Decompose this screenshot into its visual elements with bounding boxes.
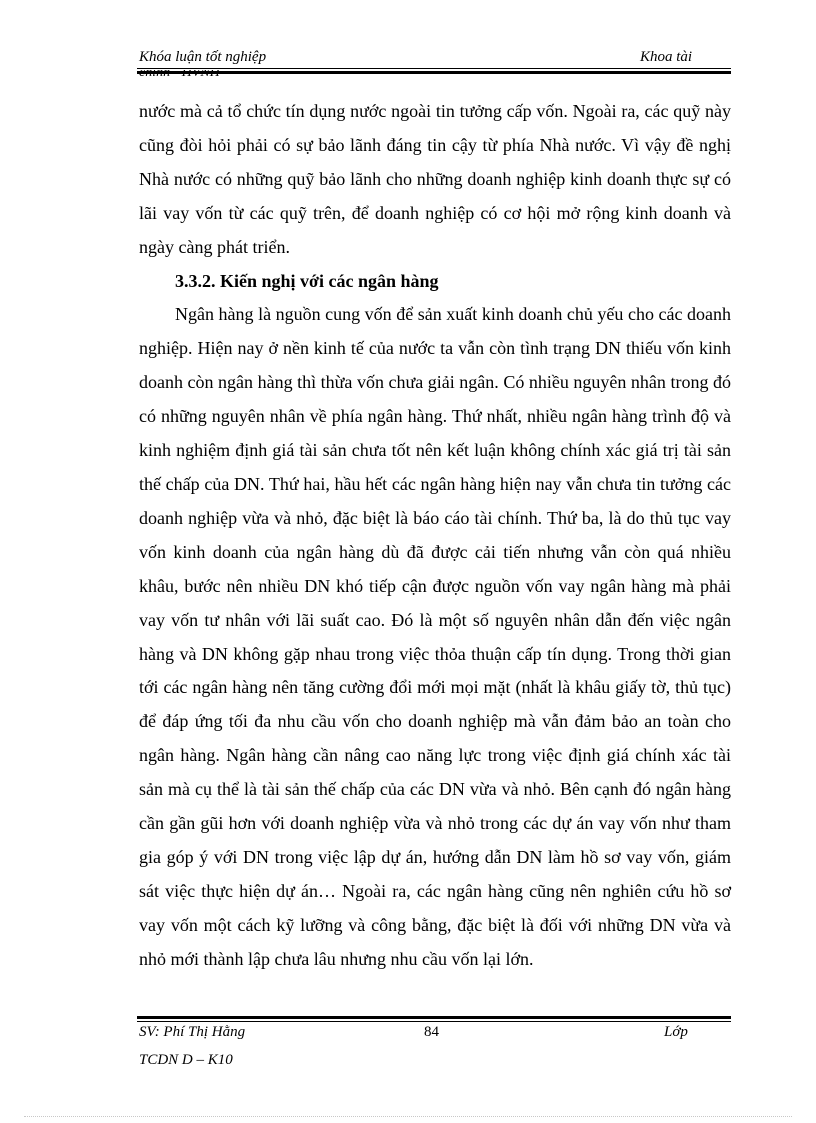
section-heading: 3.3.2. Kiến nghị với các ngân hàng [175, 270, 439, 291]
footer-student-name: SV: Phí Thị Hằng [139, 1024, 246, 1040]
header-thesis-label: Khóa luận tốt nghiệp [139, 49, 267, 65]
footer-rule-thick [137, 1016, 731, 1019]
page-number: 84 [424, 1024, 439, 1040]
footer-class-label: Lớp [664, 1024, 688, 1040]
paragraph-continuation: nước mà cả tổ chức tín dụng nước ngoài tin tưởng cấp vốn. Ngoài ra, các quỹ này cũng đòi hỏi phải có sự bảo lãnh đáng tin cậy từ phía Nhà nước. Vì vậy đề nghị Nhà nước có những quỹ bảo lãnh cho những doanh nghiệp kinh doanh thực sự có lãi vay vốn từ các quỹ trên, để doanh nghiệp có cơ hội mở rộng kinh doanh và ngày càng phát triển. [139, 101, 731, 257]
footer-class-value: TCDN D – K10 [139, 1052, 233, 1068]
header-rule-thin [137, 68, 731, 69]
footer-rule-thin [137, 1021, 731, 1022]
document-body [139, 95, 731, 977]
header-faculty-label: Khoa tài [640, 49, 693, 65]
header-rule-thick [137, 71, 731, 74]
page-bottom-dotted-border [24, 1116, 792, 1117]
paragraph-main: Ngân hàng là nguồn cung vốn để sản xuất kinh doanh chủ yếu cho các doanh nghiệp. Hiện nay ở nền kinh tế của nước ta vẫn còn tình trạng DN thiếu vốn kinh doanh còn ngân hàng thì thừa vốn chưa giải ngân. Có nhiều nguyên nhân trong đó có những nguyên nhân về phía ngân hàng. Thứ nhất, nhiều ngân hàng trình độ và kinh nghiệm định giá tài sản chưa tốt nên kết luận không chính xác giá trị tài sản thế chấp của DN. Thứ hai, hầu hết các ngân hàng hiện nay vẫn chưa tin tưởng các doanh nghiệp vừa và nhỏ, đặc biệt là báo cáo tài chính. Thứ ba, là do thủ tục vay vốn kinh doanh của ngân hàng dù đã được cải tiến nhưng vẫn còn quá nhiều khâu, bước nên nhiều DN khó tiếp cận được nguồn vốn vay ngân hàng mà phải vay vốn tư nhân với lãi suất cao. Đó là một số nguyên nhân dẫn đến việc ngân hàng và DN không gặp nhau trong việc thỏa thuận cấp tín dụng. Trong thời gian tới các ngân hàng nên tăng cường đổi mới mọi mặt (nhất là khâu giấy tờ, thủ tục) để đáp ứng tối đa nhu cầu vốn cho doanh nghiệp mà vẫn đảm bảo an toàn cho ngân hàng. Ngân hàng cần nâng cao năng lực trong việc định giá chính xác tài sản mà cụ thể là tài sản thế chấp của các DN vừa và nhỏ. Bên cạnh đó ngân hàng cần gần gũi hơn với doanh nghiệp vừa và nhỏ trong các dự án vay vốn như tham gia góp ý với DN trong việc lập dự án, hướng dẫn DN làm hồ sơ vay vốn, giám sát việc thực hiện dự án… Ngoài ra, các ngân hàng cũng nên nghiên cứu hồ sơ vay vốn một cách kỹ lưỡng và công bằng, đặc biệt là đối với những DN vừa và nhỏ mới thành lập chưa lâu nhưng nhu cầu vốn lại lớn. [139, 304, 731, 969]
